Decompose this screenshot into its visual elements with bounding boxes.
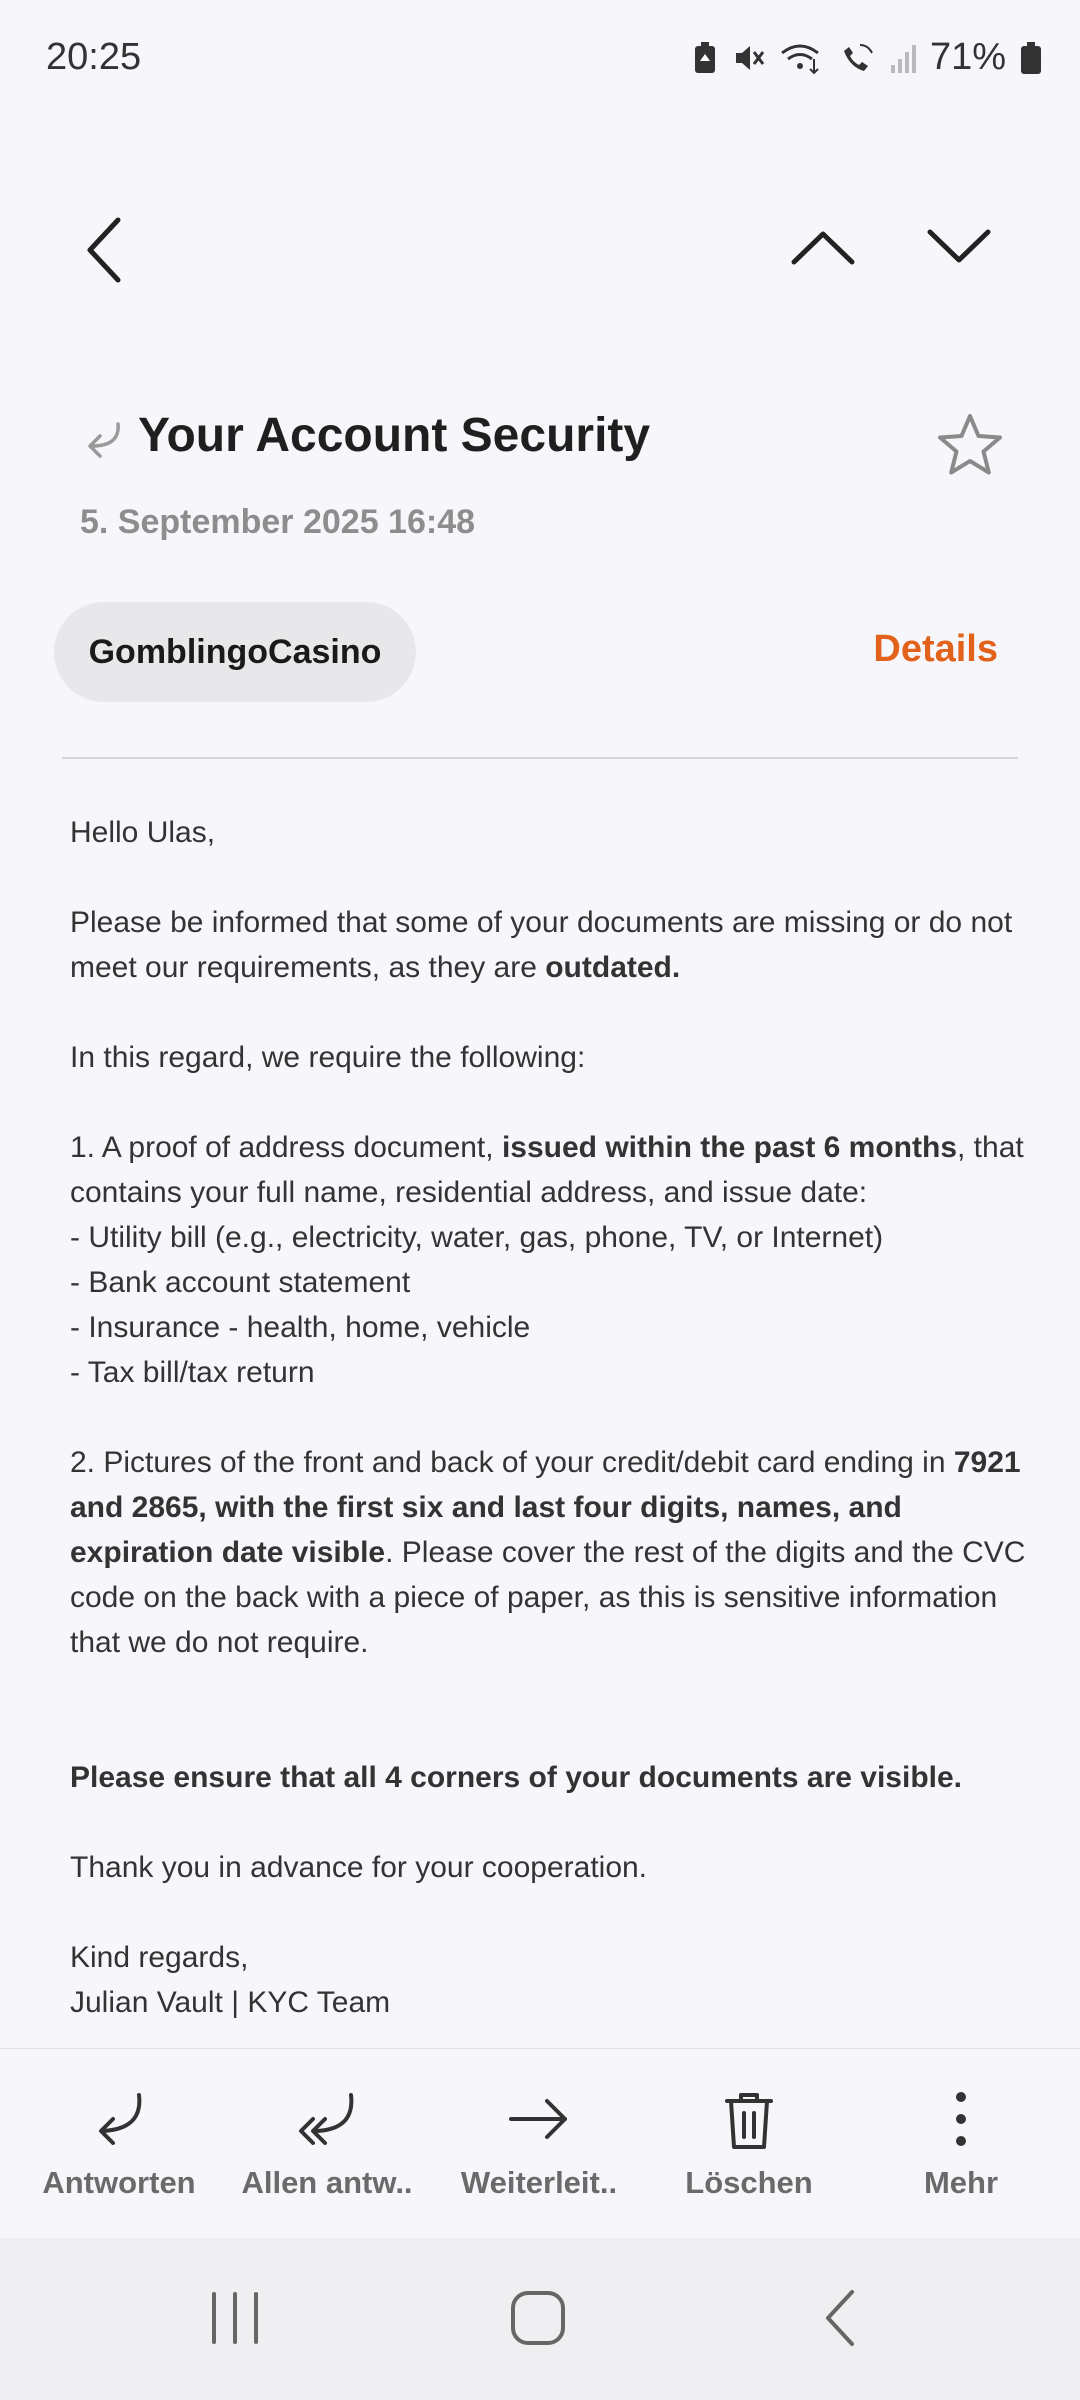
bottom-toolbar [0,2048,1080,2239]
greeting: Hello Ulas, [70,816,216,849]
header-divider [62,757,1018,759]
closing: Kind regards, [70,1941,249,1974]
system-navigation-bar [0,2238,1080,2400]
reply-icon [89,2089,149,2149]
reply-all-label: Allen antw.. [241,2165,413,2200]
signature: Julian Vault | KYC Team [70,1986,391,2019]
status-icons [692,36,1042,79]
more-icon [951,2089,971,2149]
list-item: - Insurance - health, home, vehicle [70,1311,531,1344]
status-time: 20:25 [46,36,142,78]
list-item: - Bank account statement [70,1266,411,1299]
signal-icon [890,41,916,75]
more-label: Mehr [923,2165,999,2200]
trash-icon [721,2089,777,2153]
home-icon[interactable] [508,2288,568,2348]
forward-label: Weiterleit.. [460,2165,618,2200]
notice: Please ensure that all 4 corners of your documents are visible. [70,1761,963,1794]
list-item: - Tax bill/tax return [70,1356,315,1389]
reply-indicator-icon [82,418,124,462]
chevron-up-icon[interactable] [788,222,858,272]
paragraph-requirements: In this regard, we require the following: [70,1041,586,1074]
more-button[interactable] [856,2049,1066,2239]
email-body [70,810,1030,2025]
sender-chip[interactable]: GomblingoCasino [54,602,416,702]
list-item: - Utility bill (e.g., electricity, water, gas, phone, TV, or Internet) [70,1221,884,1254]
reply-all-button[interactable] [222,2049,432,2239]
wifi-calling-icon [780,41,824,75]
details-link[interactable]: Details [873,628,998,670]
reply-label: Antworten [42,2165,196,2200]
mute-icon [732,41,766,75]
thanks: Thank you in advance for your cooperation. [70,1851,648,1884]
paragraph-documents-missing: Please be informed that some of your documents are missing or do not meet our requirements, as they are outdated. [70,906,1013,984]
recent-apps-icon[interactable] [206,2288,264,2348]
system-back-icon[interactable] [818,2288,862,2348]
email-date: 5. September 2025 16:48 [80,503,476,541]
battery-percentage: 71% [929,36,1006,78]
back-icon[interactable] [78,210,134,290]
forward-button[interactable] [434,2049,644,2239]
chevron-down-icon[interactable] [924,222,994,272]
delete-label: Löschen [685,2165,813,2200]
wifi-call-icon [838,41,876,75]
battery-saver-icon [692,41,718,75]
status-bar [0,0,1080,120]
requirement-1: 1. A proof of address document, issued within the past 6 months, that contains your full name, residential address, and issue date: [70,1131,1024,1209]
forward-icon [507,2089,571,2149]
delete-button[interactable] [644,2049,854,2239]
reply-button[interactable] [14,2049,224,2239]
requirement-2: 2. Pictures of the front and back of your credit/debit card ending in 7921 and 2865, with the first six and last four digits, names, and expiration date visible. Please cover the rest of the digits and the CVC code on the back with a piece of paper, as this is sensitive information that we do not require. [70,1446,1026,1659]
star-icon[interactable] [934,410,1006,482]
battery-icon [1020,41,1042,75]
email-subject: Your Account Security [138,409,651,462]
reply-all-icon [295,2089,359,2149]
